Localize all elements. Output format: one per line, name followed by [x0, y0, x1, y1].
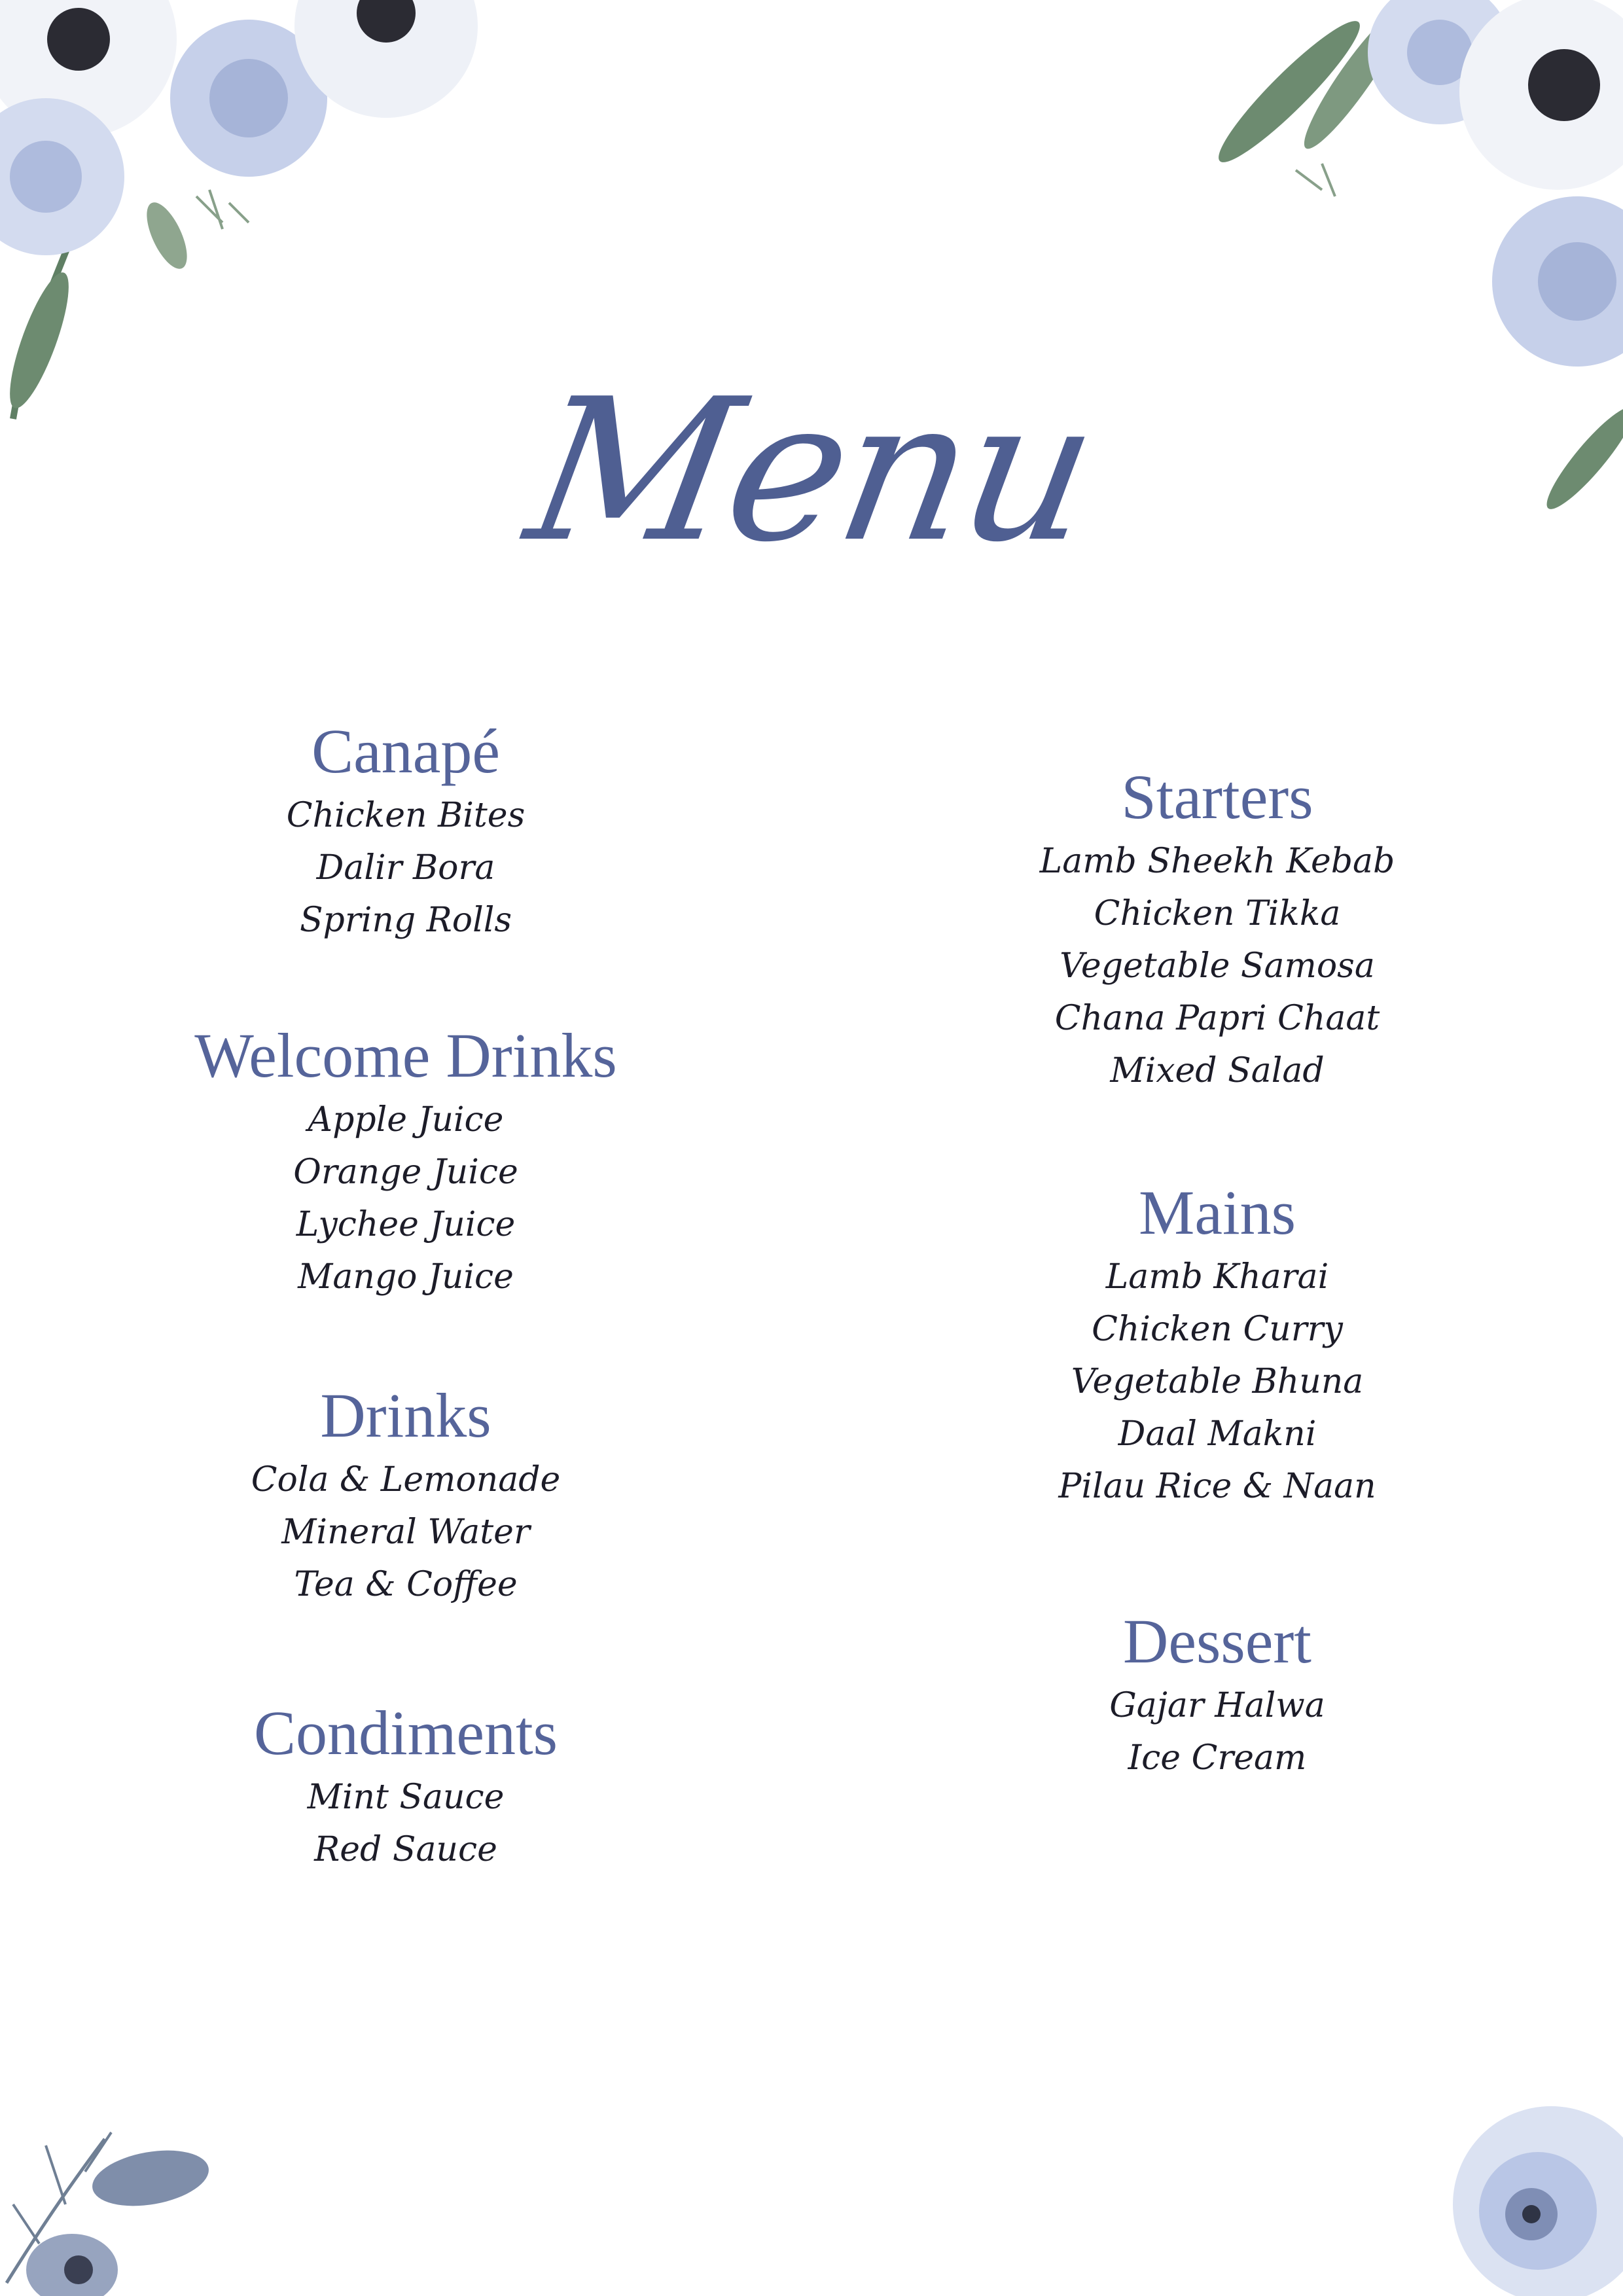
list-item: Red Sauce [314, 1830, 497, 1869]
list-item: Gajar Halwa [1109, 1686, 1325, 1725]
list-item: Mineral Water [281, 1513, 530, 1552]
list-item: Chana Papri Chaat [1054, 999, 1380, 1038]
item-list [79, 789, 733, 946]
section-mains [890, 1175, 1544, 1513]
list-item: Spring Rolls [299, 901, 512, 940]
list-item: Lychee Juice [296, 1205, 516, 1244]
section-title: Drinks [320, 1380, 491, 1450]
list-item: Orange Juice [293, 1153, 518, 1192]
list-item: Chicken Bites [286, 796, 526, 835]
item-list [79, 1454, 733, 1611]
list-item: Chicken Tikka [1094, 894, 1341, 933]
item-list [890, 1679, 1544, 1784]
list-item: Daal Makni [1118, 1414, 1317, 1454]
list-item: Pilau Rice & Naan [1058, 1467, 1376, 1506]
list-item: Mango Juice [298, 1257, 514, 1297]
list-item: Tea & Coffee [294, 1565, 518, 1604]
section-drinks [79, 1378, 733, 1611]
section-welcome-drinks [79, 1018, 733, 1303]
list-item: Vegetable Samosa [1060, 946, 1375, 986]
item-list [890, 1251, 1544, 1513]
list-item: Cola & Lemonade [251, 1460, 561, 1499]
floral-corner-icon [1433, 2060, 1623, 2296]
list-item: Ice Cream [1128, 1738, 1307, 1778]
section-title: Welcome Drinks [194, 1020, 617, 1090]
section-canape [79, 713, 733, 946]
list-item: Lamb Kharai [1105, 1257, 1329, 1297]
list-item: Lamb Sheekh Kebab [1039, 842, 1395, 881]
list-item: Mixed Salad [1110, 1051, 1325, 1090]
section-title: Condiments [253, 1698, 558, 1768]
section-title: Mains [1139, 1177, 1296, 1247]
section-title: Dessert [1123, 1606, 1311, 1676]
leaf-sprig-icon [0, 2060, 223, 2296]
list-item: Chicken Curry [1092, 1310, 1343, 1349]
list-item: Mint Sauce [307, 1778, 505, 1817]
item-list [79, 1094, 733, 1303]
section-condiments [79, 1695, 733, 1876]
list-item: Dalir Bora [316, 848, 495, 888]
item-list [79, 1771, 733, 1876]
section-starters [890, 759, 1544, 1097]
menu-title: Menu [514, 357, 1109, 585]
menu-title-block [0, 314, 1623, 628]
section-title: Starters [1121, 762, 1313, 832]
item-list [890, 835, 1544, 1097]
section-title: Canapé [312, 716, 500, 786]
list-item: Vegetable Bhuna [1071, 1362, 1364, 1401]
section-dessert [890, 1604, 1544, 1784]
list-item: Apple Juice [308, 1100, 504, 1139]
